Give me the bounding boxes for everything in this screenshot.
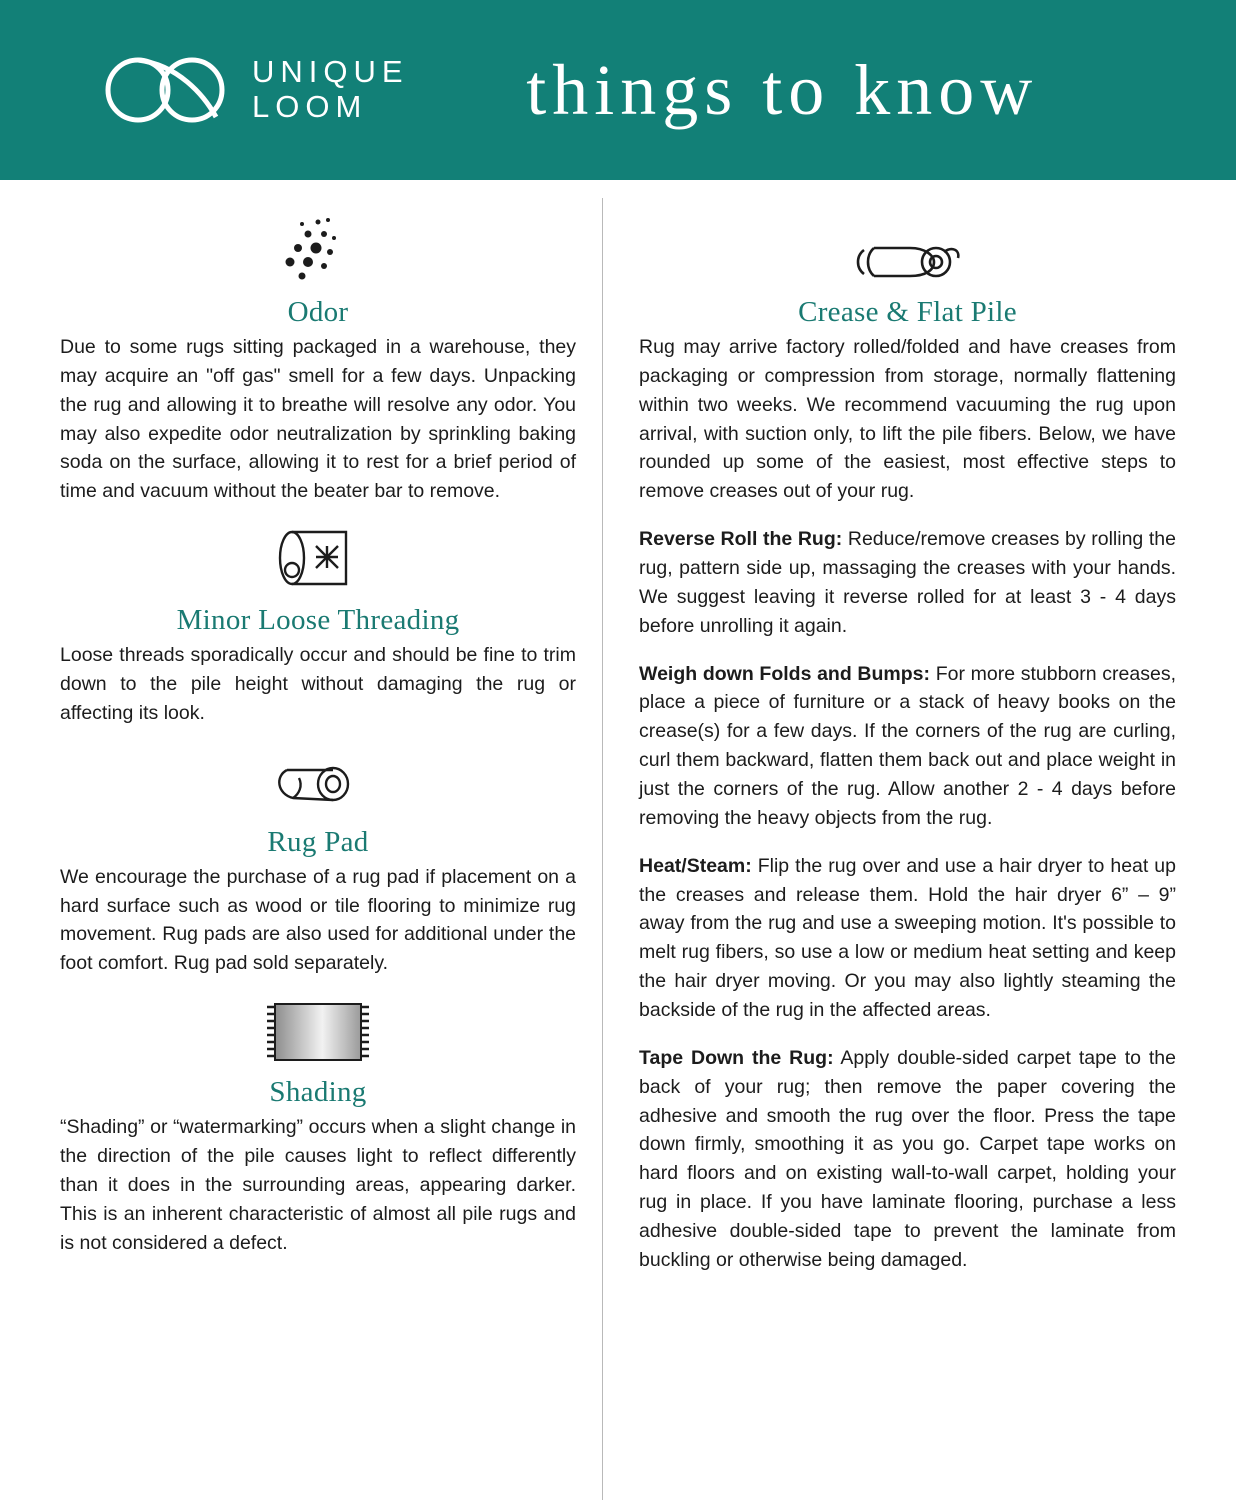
crease-intro-text: Rug may arrive factory rolled/folded and have creases from packaging or compression from storage, normally flattening within two weeks. We recommend vacuuming the rug upon arrival, with suction only, to lift the pile fibers. Below, we have rounded up some of the easiest, most effective steps to remove creases out of your rug. (639, 336, 1176, 503)
tip-text: Apply double-sided carpet tape to the back of your rug; then remove the paper covering the adhesive and smooth the rug over the floor. Press the tape down firmly, smoothing it as you go. Carpet tape works on hard floors and on existing wall-to-wall carpet, holding your rug in place. If you have laminate flooring, purchase a less adhesive double-sided tape to prevent the laminate from buckling or otherwise being damaged. (639, 1046, 1176, 1271)
section-title-crease-flat-pile: Crease & Flat Pile (798, 296, 1017, 328)
brand-name (252, 55, 409, 124)
tip-heat-steam (639, 852, 1176, 1025)
tip-text: Reduce/remove creases by rolling the rug, pattern side up, massaging the creases with your hands. We suggest leaving it reverse rolled for at least 3 - 4 days before unrolling it again. (639, 528, 1176, 637)
tip-text: Flip the rug over and use a hair dryer to heat up the creases and release them. Hold the hair dryer 6” – 9” away from the rug and use a sweeping motion. It's possible to melt rug fibers, so use a low or medium heat setting and keep the hair dryer moving. Or you may also lightly steaming the backside of the rug in the affected areas. (639, 854, 1176, 1022)
crease-flat-pile-icon (639, 198, 1176, 290)
tip-lead: Heat/Steam: (639, 854, 752, 877)
rolled-rug-icon (60, 506, 576, 598)
odor-particles-icon (60, 198, 576, 290)
tip-text: For more stubborn creases, place a piece of furniture or a stack of heavy books on the crease(s) for a few days. If the corners of the rug are curling, curl them backward, flatten them back out and place weight in just the corners of the rug. Allow another 2 - 4 days before removing the heavy objects from the rug. (639, 662, 1176, 829)
section-title-rug-pad: Rug Pad (267, 825, 369, 858)
section-text-rug-pad: We encourage the purchase of a rug pad if placement on a hard surface such as wood or tile flooring to minimize rug movement. Rug pads are also used for additional under the foot comfort. Rug pad sold separately. (60, 865, 577, 975)
tip-weigh-down (639, 660, 1176, 833)
section-title-odor: Odor (287, 296, 349, 328)
tip-tape-down (639, 1044, 1176, 1275)
tip-lead: Tape Down the Rug: (639, 1046, 834, 1069)
section-title-threading: Minor Loose Threading (176, 604, 460, 637)
right-column (603, 198, 1202, 1500)
left-column (34, 198, 603, 1500)
section-title-shading: Shading (269, 1076, 367, 1109)
section-text-odor: Due to some rugs sitting packaged in a warehouse, they may acquire an "off gas" smell for a few days. Unpacking the rug and allowing it to breathe will resolve any odor. You may also expedite odor neutralization by sprinkling baking soda on the surface, allowing it to rest for a brief period of time and vacuum without the beater bar to remove. (60, 336, 577, 503)
brand-line-1: UNIQUE (252, 54, 409, 90)
page-title: things to know (526, 49, 1039, 130)
tip-reverse-roll (639, 525, 1176, 640)
brand-line-2: LOOM (252, 89, 368, 124)
infinity-loom-logo-icon (100, 51, 230, 129)
tip-lead: Weigh down Folds and Bumps: (639, 662, 931, 685)
shaded-rug-icon (60, 978, 576, 1070)
section-text-shading: “Shading” or “watermarking” occurs when a slight change in the direction of the pile causes light to reflect differently than it does in the surrounding areas, appearing darker. This is an inherent characteristic of almost all pile rugs and is not considered a defect. (60, 1116, 577, 1254)
tip-lead: Reverse Roll the Rug: (639, 528, 843, 551)
document-header (0, 0, 1236, 180)
document-body (0, 180, 1236, 1500)
section-text-threading: Loose threads sporadically occur and should be fine to trim down to the pile height without damaging the rug or affecting its look. (60, 644, 577, 724)
brand-lockup (100, 51, 409, 129)
rug-pad-roll-icon (60, 728, 576, 820)
